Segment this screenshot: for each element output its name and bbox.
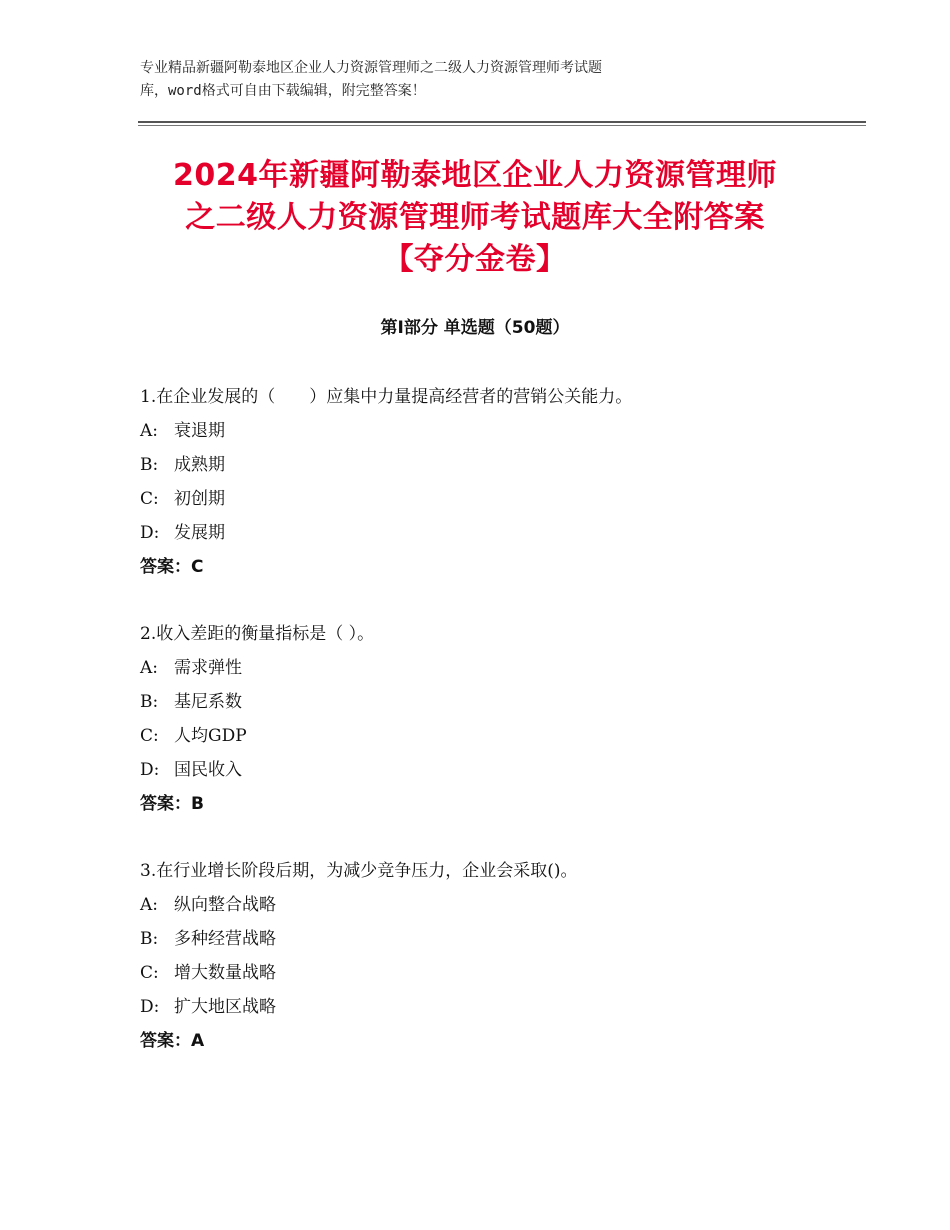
option-key: A: <box>140 895 159 915</box>
document-title-line-1: 2024年新疆阿勒泰地区企业人力资源管理师 <box>173 158 777 193</box>
option-key: B: <box>140 929 159 949</box>
option-text: 初创期 <box>174 489 225 509</box>
option-d <box>140 516 860 550</box>
option-key: B: <box>140 692 159 712</box>
option-key: B: <box>140 455 159 475</box>
option-text: 多种经营战略 <box>174 929 276 949</box>
question-stem: 3.在行业增长阶段后期，为减少竞争压力，企业会采取()。 <box>140 861 578 881</box>
option-key: D: <box>140 523 160 543</box>
option-a <box>140 888 860 922</box>
question-1 <box>140 380 860 584</box>
question-3 <box>140 854 860 1058</box>
option-key: D: <box>140 997 160 1017</box>
option-text: 扩大地区战略 <box>174 997 276 1017</box>
header-note-line-2: 库，word格式可自由下载编辑，附完整答案！ <box>140 83 426 99</box>
option-text: 需求弹性 <box>174 658 242 678</box>
question-2 <box>140 617 860 821</box>
option-d <box>140 990 860 1024</box>
answer: 答案：A <box>140 1031 205 1051</box>
option-c <box>140 719 860 753</box>
option-text: 基尼系数 <box>174 692 242 712</box>
option-text: 成熟期 <box>174 455 225 475</box>
question-list <box>140 380 860 1091</box>
option-text: 人均GDP <box>174 726 247 746</box>
option-c <box>140 482 860 516</box>
header-note <box>140 57 800 103</box>
option-text: 国民收入 <box>174 760 242 780</box>
answer: 答案：C <box>140 557 204 577</box>
option-d <box>140 753 860 787</box>
header-divider <box>138 121 866 123</box>
option-key: D: <box>140 760 160 780</box>
header-note-line-1: 专业精品新疆阿勒泰地区企业人力资源管理师之二级人力资源管理师考试题 <box>140 60 602 76</box>
option-b <box>140 448 860 482</box>
header-divider-thin <box>138 125 866 126</box>
question-stem: 2.收入差距的衡量指标是（ ）。 <box>140 624 375 644</box>
document-title-line-3: 【夺分金卷】 <box>383 242 567 277</box>
option-b <box>140 922 860 956</box>
option-text: 纵向整合战略 <box>174 895 276 915</box>
option-c <box>140 956 860 990</box>
option-text: 衰退期 <box>174 421 225 441</box>
section-title: 第Ⅰ部分 单选题（50题） <box>380 318 570 338</box>
option-key: A: <box>140 658 159 678</box>
option-a <box>140 414 860 448</box>
option-key: C: <box>140 726 159 746</box>
answer: 答案：B <box>140 794 204 814</box>
document-title <box>100 155 850 281</box>
question-stem: 1.在企业发展的（ ）应集中力量提高经营者的营销公关能力。 <box>140 387 633 407</box>
option-text: 增大数量战略 <box>174 963 276 983</box>
option-key: A: <box>140 421 159 441</box>
option-key: C: <box>140 489 159 509</box>
option-text: 发展期 <box>174 523 225 543</box>
option-key: C: <box>140 963 159 983</box>
option-a <box>140 651 860 685</box>
option-b <box>140 685 860 719</box>
document-title-line-2: 之二级人力资源管理师考试题库大全附答案 <box>185 200 765 235</box>
